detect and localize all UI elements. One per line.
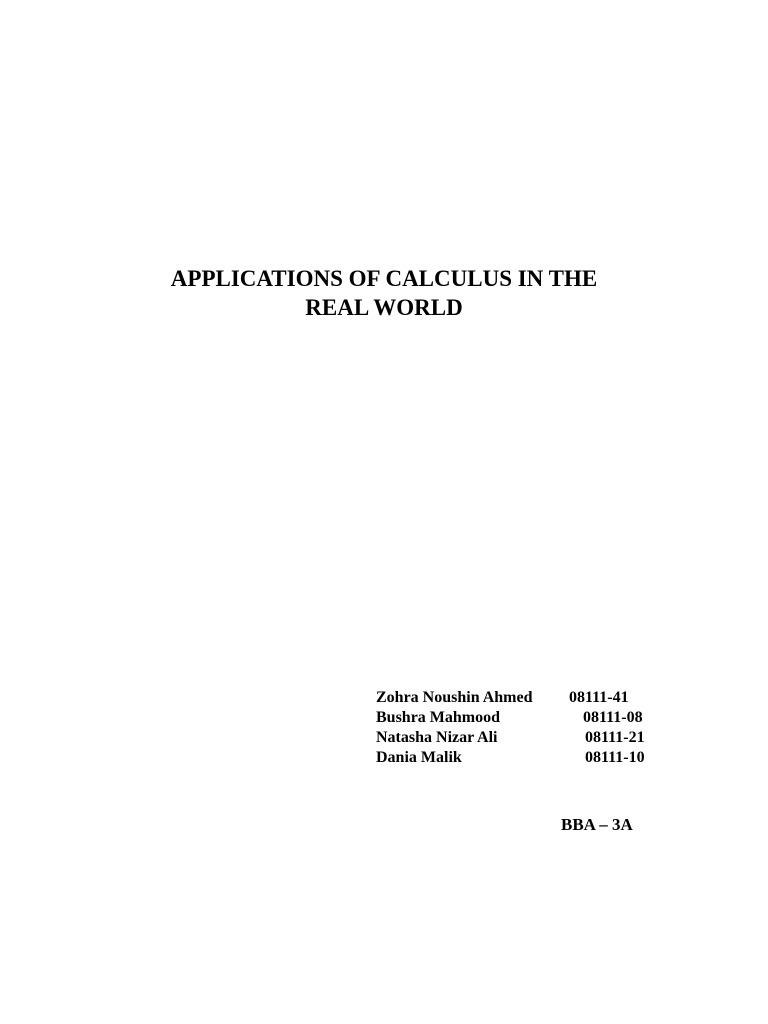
author-name: Bushra Mahmood bbox=[376, 709, 501, 726]
document-title bbox=[0, 264, 768, 322]
author-name: Zohra Noushin Ahmed bbox=[376, 689, 533, 706]
author-row bbox=[376, 688, 666, 708]
class-label: BBA – 3A bbox=[561, 815, 633, 834]
author-list bbox=[376, 688, 666, 768]
author-id: 08111-08 bbox=[583, 709, 643, 726]
title-line-1: APPLICATIONS OF CALCULUS IN THE bbox=[170, 266, 598, 291]
author-id: 08111-10 bbox=[585, 749, 645, 766]
author-row bbox=[376, 748, 666, 768]
title-line-2: REAL WORLD bbox=[305, 295, 463, 320]
author-name: Natasha Nizar Ali bbox=[376, 729, 498, 746]
author-name: Dania Malik bbox=[376, 749, 462, 766]
author-id: 08111-41 bbox=[569, 689, 629, 706]
author-id: 08111-21 bbox=[585, 729, 645, 746]
author-row bbox=[376, 728, 666, 748]
author-row bbox=[376, 708, 666, 728]
